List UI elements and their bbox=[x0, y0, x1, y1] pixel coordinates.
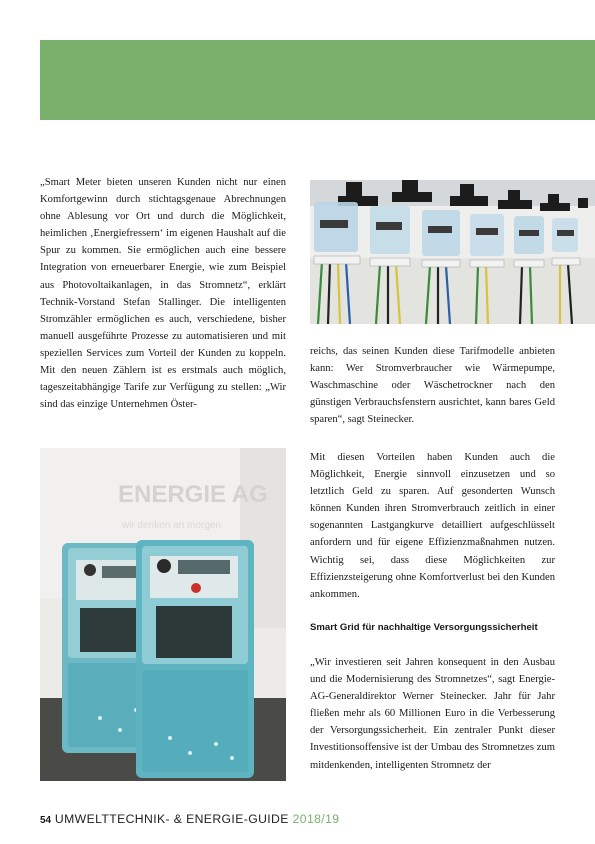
section-subheading: Smart Grid für nachhaltige Versorgungssicherheit bbox=[310, 622, 538, 633]
article-column-left: „Smart Meter bieten unseren Kunden nicht nur einen Komfortgewinn durch stichtagsgenaue Abrechnungen ohne Ablesung vor Ort und durch die Möglichkeit, heimlichen ‚Energiefressern‘ im eigenen Haushalt auf die Spur zu kommen. Sie ermöglichen auch eine bessere Integration von erneuerbarer Energie, wie zum Beispiel aus Photovoltaikanlagen, in das Stromnetz“, erklärt Technik-Vorstand Stefan Stallinger. Die intelligenten Stromzähler ermöglichen es auch, verschiedene, bisher manuell ausgeführte Prozesse zu automatisieren und mit speziellen Services zum Vorteil der Kunden zu koppeln. Mit den neuen Zählern ist es erstmals auch möglich, tageszeitabhängige Tarife zur Verfügung zu stellen: „Wir sind das einzige Unternehmen Öster- bbox=[40, 177, 286, 411]
photo-smart-meters bbox=[40, 448, 286, 781]
photo-meter-rack bbox=[310, 180, 595, 324]
meter-rack-illustration bbox=[310, 180, 595, 324]
smart-meters-illustration bbox=[40, 448, 286, 781]
guide-title: UMWELTTECHNIK- & ENERGIE-GUIDE bbox=[54, 812, 289, 826]
logo-text: ENERGIE AG bbox=[118, 481, 268, 508]
header-banner bbox=[40, 40, 595, 120]
slogan-text: wir denken an morgen bbox=[122, 520, 221, 531]
article-column-right-part2: Mit diesen Vorteilen haben Kunden auch die Möglichkeit, Energie sinnvoll einzusetzen und so letztlich Geld zu sparen. Auf gesonderten Wunsch können Kunden ihren Stromverbrauch zeitlich in einer sogenannten Lastgangkurve detailliert aufgeschlüsselt anfordern und für eigene Effizienzmaßnahmen nutzen. Wichtig sei, dass diese Möglichkeiten zur Effizienzsteigerung ohne Komfortverlust bei den Kunden ankommen. bbox=[310, 452, 555, 600]
article-column-right-part3: „Wir investieren seit Jahren konsequent in den Ausbau und die Modernisierung des Stromnetzes“, sagt Energie-AG-Generaldirektor Werner Steinecker. Jahr für Jahr fließen mehr als 60 Millionen Euro in die Verbesserung der Versorgungssicherheit. Ein zentraler Punkt dieser Investitionsoffensive ist der Umbau des Stromnetzes zum mitdenkenden, intelligenten Stromnetz der bbox=[310, 657, 555, 771]
meter-right bbox=[136, 540, 254, 778]
article-column-right-part1: reichs, das seinen Kunden diese Tarifmodelle anbieten kann: Wer Stromverbraucher wie Wärmepumpe, Waschmaschine oder Wäschetrockner nach den günstigen Verbrauchsfenstern ausrichtet, kann bares Geld sparen“, sagt Steinecker. bbox=[310, 346, 555, 426]
guide-year: 2018/19 bbox=[292, 812, 340, 826]
page-number: 54 bbox=[40, 815, 52, 826]
page-footer bbox=[40, 812, 595, 826]
